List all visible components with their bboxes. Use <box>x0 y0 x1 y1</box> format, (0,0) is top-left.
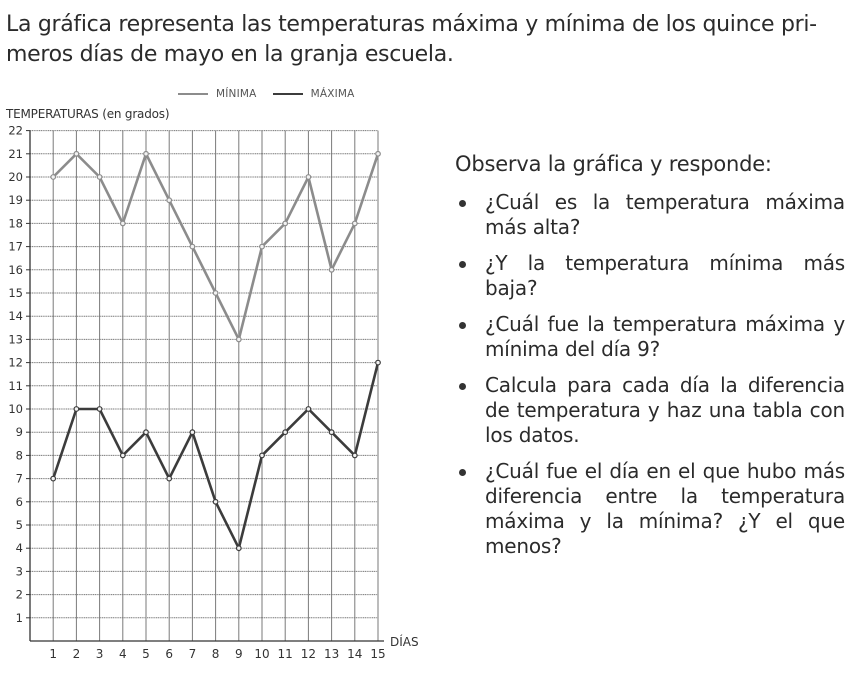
x-tick-label: 12 <box>300 647 317 661</box>
y-tick-label: 11 <box>8 378 23 393</box>
y-tick-label: 9 <box>15 425 23 440</box>
y-tick-label: 17 <box>8 239 23 254</box>
y-tick-label: 19 <box>8 193 23 208</box>
data-point <box>167 198 172 203</box>
y-axis-label: TEMPERATURAS (en grados) <box>6 107 170 121</box>
x-tick-label: 10 <box>254 647 270 661</box>
x-tick-label: 2 <box>72 647 81 661</box>
x-tick-label: 1 <box>49 647 58 661</box>
y-tick-label: 13 <box>8 332 23 347</box>
data-point <box>237 546 242 551</box>
data-point <box>51 476 56 481</box>
y-tick-label: 2 <box>15 587 23 602</box>
data-point <box>144 152 149 157</box>
data-point <box>97 407 102 412</box>
legend-label-minima: MÍNIMA <box>216 88 257 100</box>
x-tick-label: 9 <box>234 647 243 661</box>
y-tick-label: 6 <box>15 494 23 509</box>
y-tick-label: 10 <box>8 402 23 416</box>
y-tick-label: 5 <box>15 518 23 532</box>
data-point <box>283 221 288 226</box>
data-point <box>283 430 288 435</box>
data-point <box>306 175 311 180</box>
y-tick-label: 12 <box>8 355 23 370</box>
data-point <box>190 430 195 435</box>
data-point <box>237 337 242 342</box>
chart-grid <box>30 131 378 641</box>
x-tick-label: 11 <box>277 647 293 661</box>
question-item: ¿Cuál fue el día en el que hubo más diferencia entre la temperatura máxima y la mínima? ¿Y el que menos? <box>455 459 845 559</box>
x-tick-label: 14 <box>347 647 363 661</box>
data-point <box>190 244 195 249</box>
data-point <box>144 430 149 435</box>
data-point <box>260 453 265 458</box>
data-point <box>376 152 381 157</box>
y-tick-label: 7 <box>15 471 23 486</box>
intro-line-2: meros días de mayo en la granja escuela. <box>6 42 454 67</box>
x-tick-label: 8 <box>211 647 220 661</box>
question-item: ¿Cuál es la temperatura máxima más alta? <box>455 190 845 240</box>
y-tick-label: 21 <box>8 146 23 161</box>
legend-label-maxima: MÁXIMA <box>310 88 355 100</box>
data-point <box>306 407 311 412</box>
x-tick-label: 7 <box>188 647 197 661</box>
x-tick-label: 13 <box>323 647 340 661</box>
question-item: ¿Cuál fue la temperatura máxima y mínima del día 9? <box>455 312 845 362</box>
data-point <box>121 453 126 458</box>
data-point <box>353 221 358 226</box>
data-point <box>97 175 102 180</box>
question-item: Calcula para cada día la diferencia de temperatura y haz una tabla con los datos. <box>455 373 845 448</box>
y-tick-label: 16 <box>8 262 23 277</box>
x-tick-label: 6 <box>165 647 174 661</box>
y-tick-label: 15 <box>8 286 23 300</box>
data-point <box>213 500 218 505</box>
x-axis-label: DÍAS <box>390 635 419 649</box>
data-point <box>376 360 381 365</box>
y-tick-label: 3 <box>15 564 23 579</box>
data-point <box>51 175 56 180</box>
chart-axes <box>8 124 418 661</box>
y-tick-label: 20 <box>8 170 23 184</box>
data-point <box>74 407 79 412</box>
data-point <box>213 291 218 296</box>
data-point <box>353 453 358 458</box>
y-tick-label: 18 <box>8 216 23 231</box>
x-tick-label: 4 <box>118 647 127 661</box>
questions-lead: Observa la gráfica y responde: <box>455 152 772 176</box>
y-tick-label: 4 <box>15 541 23 556</box>
x-tick-label: 5 <box>142 647 150 661</box>
data-point <box>74 152 79 157</box>
data-point <box>329 430 334 435</box>
data-point <box>329 268 334 273</box>
questions-list <box>455 190 845 559</box>
questions-panel <box>455 152 845 570</box>
y-tick-label: 1 <box>15 610 23 625</box>
question-item: ¿Y la temperatura mínima más baja? <box>455 251 845 301</box>
data-point <box>260 244 265 249</box>
y-tick-label: 14 <box>8 309 23 324</box>
x-tick-label: 15 <box>370 647 386 661</box>
data-point <box>167 476 172 481</box>
y-tick-label: 8 <box>15 448 23 463</box>
x-tick-label: 3 <box>95 647 104 661</box>
intro-line-1: La gráfica representa las temperaturas máxima y mínima de los quince pri- <box>6 12 817 37</box>
y-tick-label: 22 <box>8 123 23 138</box>
data-point <box>121 221 126 226</box>
